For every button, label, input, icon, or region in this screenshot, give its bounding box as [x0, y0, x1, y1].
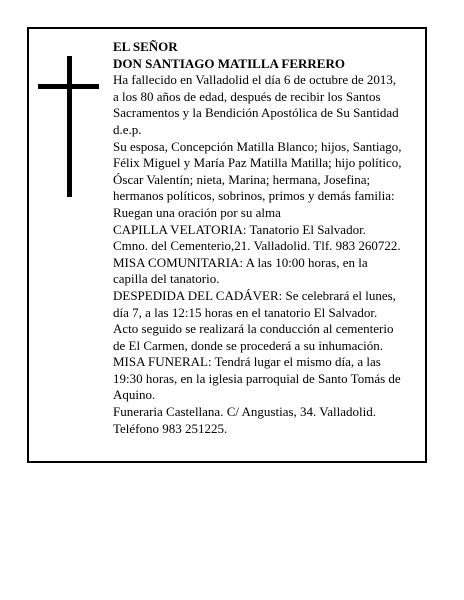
text-line: d.e.p.: [113, 121, 142, 137]
text-line: de El Carmen, donde se procederá a su inhumación.: [113, 337, 384, 353]
text-line: Cmno. del Cementerio,21. Valladolid. Tlf. 983 260722.: [113, 238, 401, 254]
text-line: Ruegan una oración por su alma: [113, 204, 281, 220]
text-line: Ha fallecido en Valladolid el día 6 de octubre de 2013,: [113, 72, 397, 88]
obituary-title: EL SEÑOR: [113, 39, 178, 54]
text-line: DESPEDIDA DEL CADÁVER: Se celebrará el lunes,: [113, 287, 396, 303]
cross-vertical-bar: [67, 56, 72, 197]
text-line: Aquino.: [113, 387, 156, 403]
text-line: Funeraria Castellana. C/ Angustias, 34. Valladolid.: [113, 404, 376, 420]
text-line: día 7, a las 12:15 horas en el tanatorio El Salvador.: [113, 304, 378, 320]
text-line: Óscar Valentín; nieta, Marina; hermana, Josefina;: [113, 171, 371, 187]
text-line: capilla del tanatorio.: [113, 271, 220, 287]
text-line: Su esposa, Concepción Matilla Blanco; hijos, Santiago,: [113, 138, 402, 154]
text-line: MISA COMUNITARIA: A las 10:00 horas, en la: [113, 254, 368, 270]
cross-horizontal-bar: [38, 84, 99, 89]
text-line: Teléfono 983 251225.: [113, 420, 228, 436]
text-line: MISA FUNERAL: Tendrá lugar el mismo día, a las: [113, 354, 381, 370]
text-line: Acto seguido se realizará la conducción al cementerio: [113, 321, 394, 337]
deceased-name: DON SANTIAGO MATILLA FERRERO: [113, 55, 345, 71]
text-line: Félix Miguel y María Paz Matilla Matilla; hijo político,: [113, 155, 402, 171]
text-line: Sacramentos y la Bendición Apostólica de Su Santidad: [113, 105, 399, 121]
text-line: 19:30 horas, en la iglesia parroquial de Santo Tomás de: [113, 370, 401, 386]
text-line: a los 80 años de edad, después de recibir los Santos: [113, 88, 381, 104]
text-line: hermanos políticos, sobrinos, primos y demás familia:: [113, 188, 395, 204]
obituary-text: [113, 39, 425, 437]
text-line: CAPILLA VELATORIA: Tanatorio El Salvador.: [113, 221, 366, 237]
